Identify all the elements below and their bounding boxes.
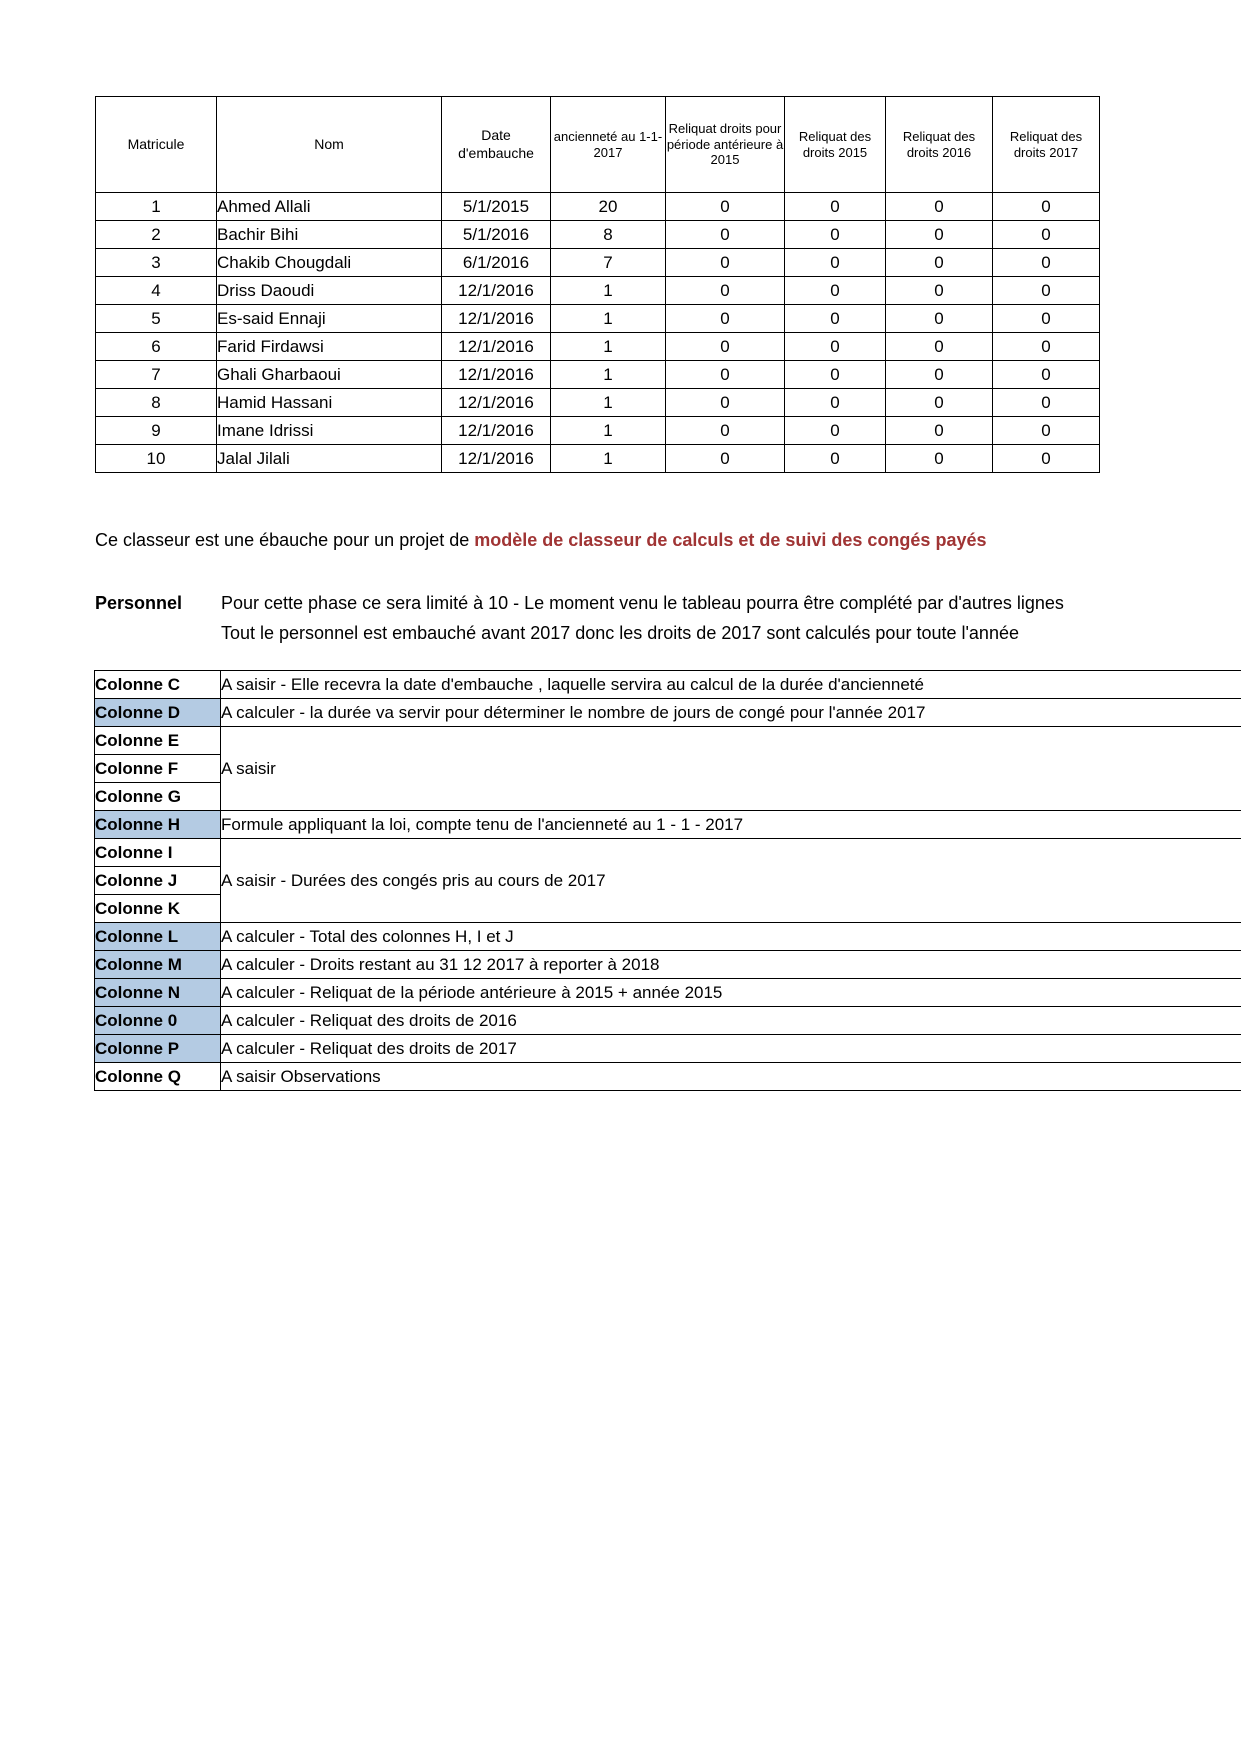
cell-reliquat-2017[interactable]: 0 [993,361,1100,389]
colonne-key[interactable]: Colonne J [95,867,221,895]
colonnes-table [94,670,1241,1091]
list-item [95,671,1241,699]
colonne-key[interactable]: Colonne D [95,699,221,727]
cell-date-embauche[interactable]: 12/1/2016 [442,445,551,473]
colonne-key[interactable]: Colonne 0 [95,1007,221,1035]
colonne-key[interactable]: Colonne P [95,1035,221,1063]
cell-date-embauche[interactable]: 12/1/2016 [442,389,551,417]
cell-nom[interactable]: Es-said Ennaji [217,305,442,333]
list-item [95,783,1241,811]
column-header-nom: Nom [217,97,442,193]
cell-reliquat-2016[interactable]: 0 [886,221,993,249]
table-row [96,445,1100,473]
cell-date-embauche[interactable]: 5/1/2015 [442,193,551,221]
table-row [96,221,1100,249]
cell-matricule[interactable]: 9 [96,417,217,445]
colonne-description[interactable] [221,839,1241,867]
cell-reliquat-2015[interactable]: 0 [785,361,886,389]
colonne-description[interactable]: A calculer - la durée va servir pour déterminer le nombre de jours de congé pour l'année 2017 [221,699,1241,727]
cell-nom[interactable]: Chakib Chougdali [217,249,442,277]
list-item [95,951,1241,979]
colonne-description[interactable]: A saisir [221,755,1241,783]
colonne-key[interactable]: Colonne I [95,839,221,867]
cell-anciennete[interactable]: 1 [551,445,666,473]
personnel-notes-label: Personnel [95,593,183,613]
list-item [95,699,1241,727]
colonne-key[interactable]: Colonne G [95,783,221,811]
personnel-notes-line-1: Pour cette phase ce sera limité à 10 - Le moment venu le tableau pourra être complété par d'autres lignes [221,593,1064,613]
cell-matricule[interactable]: 2 [96,221,217,249]
cell-date-embauche[interactable]: 12/1/2016 [442,277,551,305]
cell-reliquat-2015[interactable]: 0 [785,221,886,249]
cell-reliquat-anterieur[interactable]: 0 [666,249,785,277]
cell-reliquat-2016[interactable]: 0 [886,333,993,361]
cell-reliquat-2017[interactable]: 0 [993,333,1100,361]
cell-reliquat-2016[interactable]: 0 [886,389,993,417]
table-row [96,417,1100,445]
table-row [96,333,1100,361]
column-header-anciennete: ancienneté au 1-1-2017 [551,97,666,193]
colonne-key[interactable]: Colonne C [95,671,221,699]
cell-matricule[interactable]: 5 [96,305,217,333]
colonne-key[interactable]: Colonne H [95,811,221,839]
column-header-reliquat-anterieur: Reliquat droits pour période antérieure à 2015 [666,97,785,193]
colonne-key[interactable]: Colonne E [95,727,221,755]
cell-reliquat-2017[interactable]: 0 [993,305,1100,333]
personnel-notes-row-2 [95,618,1241,648]
colonne-key[interactable]: Colonne K [95,895,221,923]
colonne-key[interactable]: Colonne F [95,755,221,783]
intro-plain-text: Ce classeur est une ébauche pour un projet de [95,530,475,550]
list-item [95,755,1241,783]
cell-date-embauche[interactable]: 12/1/2016 [442,361,551,389]
list-item [95,1035,1241,1063]
cell-reliquat-anterieur[interactable]: 0 [666,277,785,305]
list-item [95,727,1241,755]
personnel-table-head [96,97,1100,193]
cell-matricule[interactable]: 10 [96,445,217,473]
cell-matricule[interactable]: 4 [96,277,217,305]
cell-reliquat-anterieur[interactable]: 0 [666,361,785,389]
cell-nom[interactable]: Ghali Gharbaoui [217,361,442,389]
list-item [95,979,1241,1007]
personnel-table [95,96,1100,473]
cell-reliquat-anterieur[interactable]: 0 [666,305,785,333]
colonne-key[interactable]: Colonne N [95,979,221,1007]
cell-reliquat-2016[interactable]: 0 [886,193,993,221]
table-row [96,305,1100,333]
intro-paragraph [95,527,987,553]
colonnes-table-body [95,671,1241,1091]
colonne-description[interactable]: A calculer - Reliquat de la période antérieure à 2015 + année 2015 [221,979,1241,1007]
cell-date-embauche[interactable]: 12/1/2016 [442,305,551,333]
cell-reliquat-2015[interactable]: 0 [785,389,886,417]
colonne-description[interactable]: Formule appliquant la loi, compte tenu de l'ancienneté au 1 - 1 - 2017 [221,811,1241,839]
list-item [95,895,1241,923]
colonne-description[interactable] [221,783,1241,811]
cell-matricule[interactable]: 7 [96,361,217,389]
cell-anciennete[interactable]: 1 [551,305,666,333]
table-row [96,193,1100,221]
personnel-table-container [95,96,1241,473]
cell-nom[interactable]: Bachir Bihi [217,221,442,249]
personnel-notes-row-1 [95,588,1241,618]
colonne-key[interactable]: Colonne L [95,923,221,951]
list-item [95,923,1241,951]
column-header-reliquat-2016: Reliquat des droits 2016 [886,97,993,193]
list-item [95,811,1241,839]
cell-reliquat-2016[interactable]: 0 [886,249,993,277]
cell-nom[interactable]: Farid Firdawsi [217,333,442,361]
colonne-description[interactable]: A saisir - Elle recevra la date d'embauche , laquelle servira au calcul de la durée d'ancienneté [221,671,1241,699]
cell-reliquat-2016[interactable]: 0 [886,445,993,473]
cell-matricule[interactable]: 3 [96,249,217,277]
cell-nom[interactable]: Hamid Hassani [217,389,442,417]
cell-reliquat-2015[interactable]: 0 [785,277,886,305]
cell-reliquat-2017[interactable]: 0 [993,445,1100,473]
colonne-key[interactable]: Colonne M [95,951,221,979]
cell-matricule[interactable]: 8 [96,389,217,417]
cell-reliquat-2016[interactable]: 0 [886,305,993,333]
cell-anciennete[interactable]: 1 [551,361,666,389]
cell-reliquat-2017[interactable]: 0 [993,389,1100,417]
cell-date-embauche[interactable]: 12/1/2016 [442,333,551,361]
column-header-reliquat-2017: Reliquat des droits 2017 [993,97,1100,193]
cell-reliquat-2017[interactable]: 0 [993,249,1100,277]
table-row [96,389,1100,417]
column-header-matricule: Matricule [96,97,217,193]
list-item [95,839,1241,867]
cell-anciennete[interactable]: 1 [551,389,666,417]
cell-reliquat-2017[interactable]: 0 [993,221,1100,249]
colonne-description[interactable]: A calculer - Reliquat des droits de 2017 [221,1035,1241,1063]
cell-reliquat-2015[interactable]: 0 [785,417,886,445]
colonne-description[interactable]: A calculer - Total des colonnes H, I et J [221,923,1241,951]
personnel-notes-line-2: Tout le personnel est embauché avant 2017 donc les droits de 2017 sont calculés pour toute l'année [221,623,1019,643]
cell-reliquat-2015[interactable]: 0 [785,305,886,333]
table-row [96,361,1100,389]
cell-anciennete[interactable]: 20 [551,193,666,221]
cell-nom[interactable]: Driss Daoudi [217,277,442,305]
cell-reliquat-anterieur[interactable]: 0 [666,389,785,417]
cell-reliquat-anterieur[interactable]: 0 [666,445,785,473]
cell-reliquat-2017[interactable]: 0 [993,193,1100,221]
cell-reliquat-2015[interactable]: 0 [785,249,886,277]
personnel-header-row [96,97,1100,193]
colonne-description[interactable] [221,727,1241,755]
list-item [95,1063,1241,1091]
cell-reliquat-anterieur[interactable]: 0 [666,193,785,221]
column-header-reliquat-2015: Reliquat des droits 2015 [785,97,886,193]
cell-date-embauche[interactable]: 5/1/2016 [442,221,551,249]
colonne-description[interactable]: A saisir - Durées des congés pris au cours de 2017 [221,867,1241,895]
cell-anciennete[interactable]: 1 [551,277,666,305]
personnel-notes-block [95,588,1241,648]
cell-reliquat-anterieur[interactable]: 0 [666,333,785,361]
cell-reliquat-2017[interactable]: 0 [993,277,1100,305]
cell-date-embauche[interactable]: 6/1/2016 [442,249,551,277]
cell-anciennete[interactable]: 1 [551,333,666,361]
colonne-description[interactable]: A saisir Observations [221,1063,1241,1091]
colonne-description[interactable]: A calculer - Droits restant au 31 12 2017 à reporter à 2018 [221,951,1241,979]
cell-reliquat-anterieur[interactable]: 0 [666,221,785,249]
cell-matricule[interactable]: 6 [96,333,217,361]
colonne-key[interactable]: Colonne Q [95,1063,221,1091]
personnel-table-body [96,193,1100,473]
cell-nom[interactable]: Ahmed Allali [217,193,442,221]
cell-reliquat-2015[interactable]: 0 [785,193,886,221]
cell-anciennete[interactable]: 7 [551,249,666,277]
cell-anciennete[interactable]: 1 [551,417,666,445]
intro-accent-text: modèle de classeur de calculs et de suivi des congés payés [474,530,987,550]
cell-reliquat-2017[interactable]: 0 [993,417,1100,445]
cell-reliquat-2015[interactable]: 0 [785,445,886,473]
cell-anciennete[interactable]: 8 [551,221,666,249]
cell-reliquat-anterieur[interactable]: 0 [666,417,785,445]
cell-nom[interactable]: Jalal Jilali [217,445,442,473]
cell-date-embauche[interactable]: 12/1/2016 [442,417,551,445]
table-row [96,249,1100,277]
colonnes-table-container [94,670,1241,1091]
cell-nom[interactable]: Imane Idrissi [217,417,442,445]
cell-reliquat-2016[interactable]: 0 [886,277,993,305]
table-row [96,277,1100,305]
cell-reliquat-2016[interactable]: 0 [886,417,993,445]
cell-reliquat-2015[interactable]: 0 [785,333,886,361]
colonne-description[interactable] [221,895,1241,923]
list-item [95,1007,1241,1035]
cell-matricule[interactable]: 1 [96,193,217,221]
colonne-description[interactable]: A calculer - Reliquat des droits de 2016 [221,1007,1241,1035]
cell-reliquat-2016[interactable]: 0 [886,361,993,389]
column-header-date-embauche: Date d'embauche [442,97,551,193]
list-item [95,867,1241,895]
